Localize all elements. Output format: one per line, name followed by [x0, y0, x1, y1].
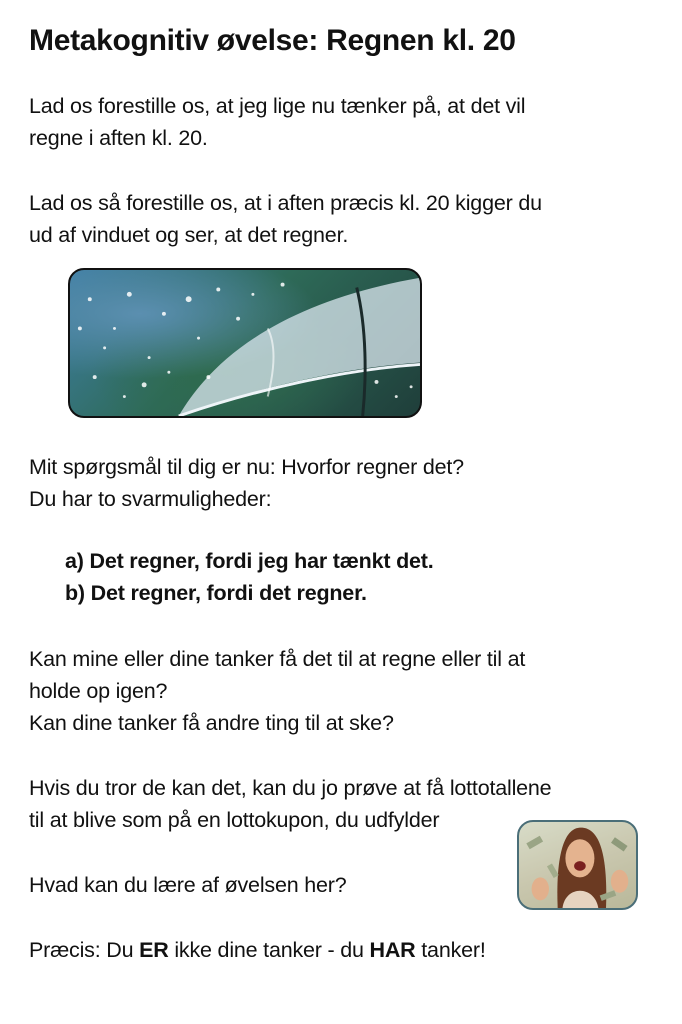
paragraph-1-line-2: regne i aften kl. 20.	[29, 126, 208, 150]
paragraph-1-line-1: Lad os forestille os, at jeg lige nu tænker på, at det vil	[29, 94, 526, 118]
paragraph-5-line-1: Hvad kan du lære af øvelsen her?	[29, 873, 347, 897]
paragraph-2-line-1: Lad os så forestille os, at i aften præcis kl. 20 kigger du	[29, 191, 542, 215]
question-line-1: Mit spørgsmål til dig er nu: Hvorfor regner det?	[29, 455, 464, 479]
conclusion-emphasis-har: HAR	[369, 938, 416, 962]
paragraph-4-line-2: til at blive som på en lottokupon, du udfylder	[29, 808, 440, 832]
conclusion-part-3: tanker!	[415, 938, 486, 962]
question-line-2: Du har to svarmuligheder:	[29, 487, 272, 511]
excited-woman-money-image	[517, 820, 638, 910]
option-b: b) Det regner, fordi det regner.	[65, 581, 367, 605]
conclusion-part-2: ikke dine tanker - du	[168, 938, 370, 962]
page-title: Metakognitiv øvelse: Regnen kl. 20	[29, 24, 516, 57]
conclusion-line	[29, 934, 486, 966]
option-a: a) Det regner, fordi jeg har tænkt det.	[65, 549, 434, 573]
person-icon	[519, 822, 636, 908]
umbrella-icon	[70, 270, 420, 416]
paragraph-4-line-1: Hvis du tror de kan det, kan du jo prøve at få lottotallene	[29, 776, 552, 800]
paragraph-2-line-2: ud af vinduet og ser, at det regner.	[29, 223, 349, 247]
paragraph-3-line-1: Kan mine eller dine tanker få det til at regne eller til at	[29, 647, 526, 671]
conclusion-emphasis-er: ER	[139, 938, 169, 962]
paragraph-3-line-3: Kan dine tanker få andre ting til at ske?	[29, 711, 394, 735]
rain-umbrella-image	[68, 268, 422, 418]
conclusion-part-1: Præcis: Du	[29, 938, 140, 962]
paragraph-3-line-2: holde op igen?	[29, 679, 168, 703]
